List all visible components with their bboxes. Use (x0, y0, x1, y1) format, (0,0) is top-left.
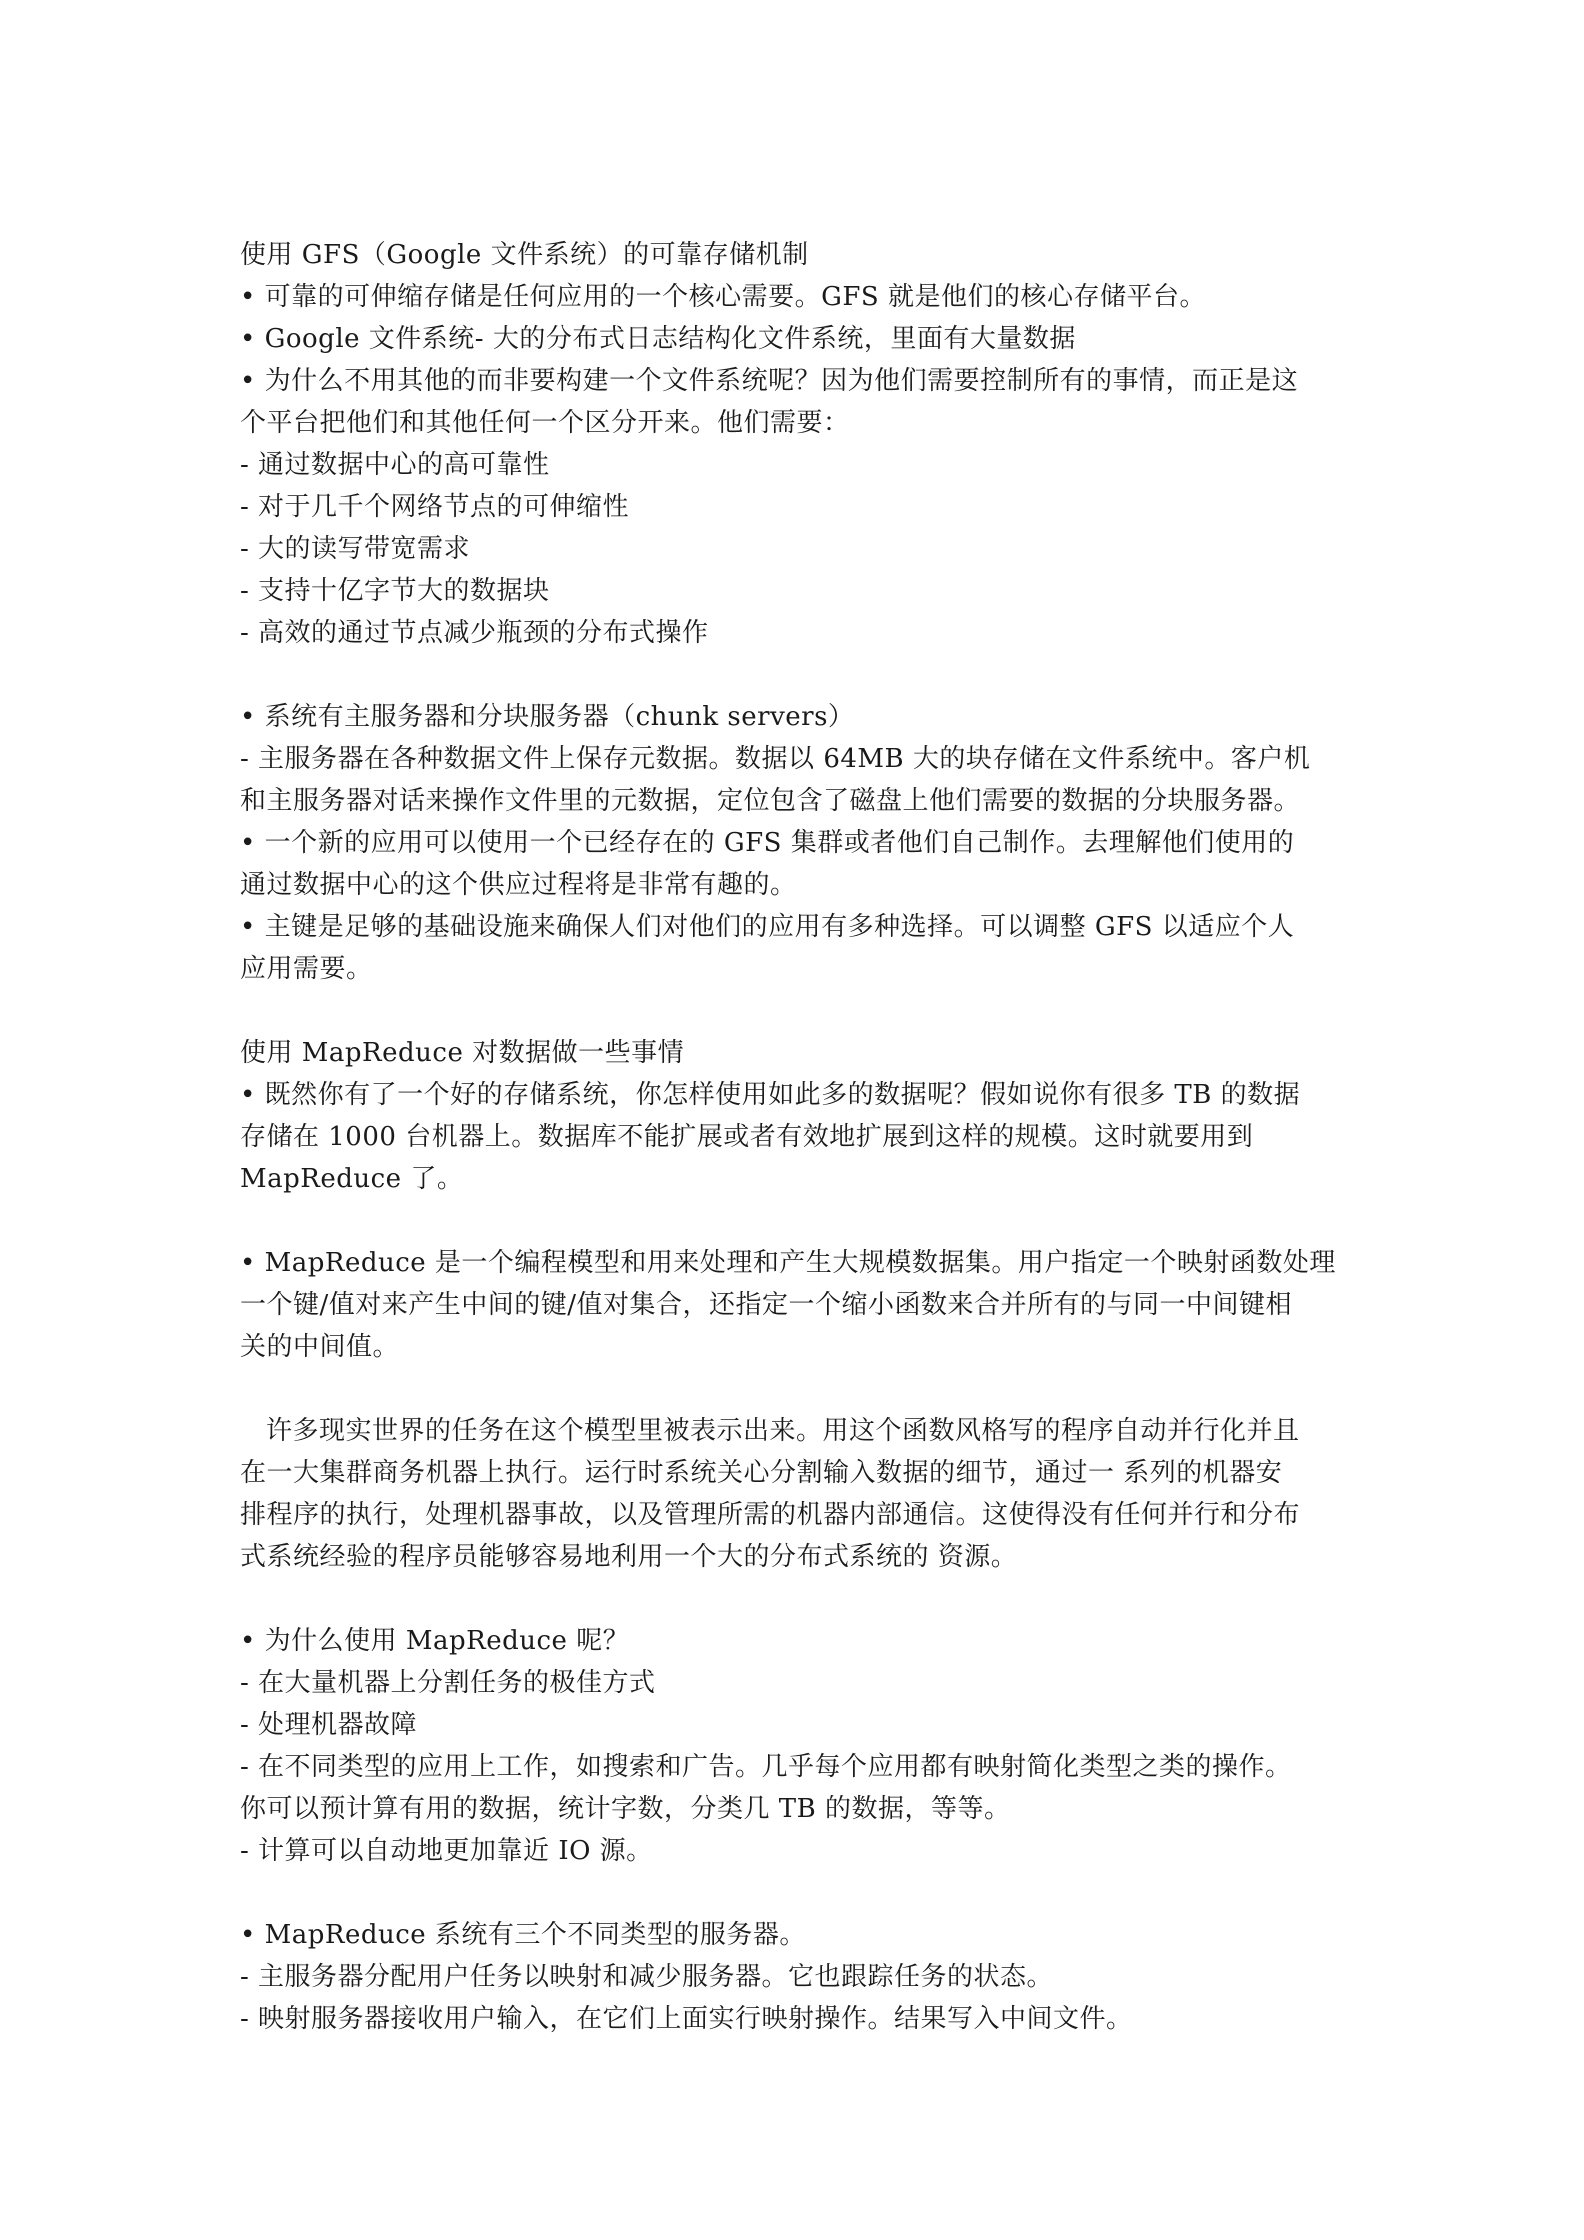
text-line: • 主键是足够的基础设施来确保人们对他们的应用有多种选择。可以调整 GFS 以适应个人 (240, 912, 1295, 942)
text-line: • 为什么不用其他的而非要构建一个文件系统呢？因为他们需要控制所有的事情，而正是这 (240, 366, 1299, 396)
text-line: 式系统经验的程序员能够容易地利用一个大的分布式系统的 资源。 (240, 1542, 1018, 1572)
text-line: - 对于几千个网络节点的可伸缩性 (240, 492, 630, 522)
paragraph-gap (240, 1368, 1360, 1410)
text-line: 通过数据中心的这个供应过程将是非常有趣的。 (240, 870, 797, 900)
text-line: - 处理机器故障 (240, 1710, 418, 1740)
text-line: - 通过数据中心的高可靠性 (240, 450, 550, 480)
text-line: 存储在 1000 台机器上。数据库不能扩展或者有效地扩展到这样的规模。这时就要用到 (240, 1122, 1254, 1152)
text-line: 许多现实世界的任务在这个模型里被表示出来。用这个函数风格写的程序自动并行化并且 (266, 1416, 1300, 1446)
text-line: 在一大集群商务机器上执行。运行时系统关心分割输入数据的细节，通过一 系列的机器安 (240, 1458, 1283, 1488)
text-line: • 可靠的可伸缩存储是任何应用的一个核心需要。GFS 就是他们的核心存储平台。 (240, 282, 1206, 312)
text-line: 和主服务器对话来操作文件里的元数据，定位包含了磁盘上他们需要的数据的分块服务器。 (240, 786, 1301, 816)
section-heading-gfs: 使用 GFS（Google 文件系统）的可靠存储机制 (240, 240, 809, 270)
text-line: - 计算可以自动地更加靠近 IO 源。 (240, 1836, 653, 1866)
text-line: • 为什么使用 MapReduce 呢？ (240, 1626, 630, 1656)
paragraph-gap (240, 1200, 1360, 1242)
paragraph-gap (240, 1872, 1360, 1914)
paragraph-gap (240, 1578, 1360, 1620)
text-line: - 映射服务器接收用户输入，在它们上面实行映射操作。结果写入中间文件。 (240, 2004, 1133, 2034)
text-line: MapReduce 了。 (240, 1164, 464, 1194)
text-line: 一个键/值对来产生中间的键/值对集合，还指定一个缩小函数来合并所有的与同一中间键相 (240, 1290, 1293, 1320)
text-line: - 在不同类型的应用上工作，如搜索和广告。几乎每个应用都有映射简化类型之类的操作。 (240, 1752, 1292, 1782)
text-line: - 大的读写带宽需求 (240, 534, 471, 564)
text-line: • 系统有主服务器和分块服务器（chunk servers） (240, 702, 855, 732)
text-line: • Google 文件系统- 大的分布式日志结构化文件系统，里面有大量数据 (240, 324, 1076, 354)
text-line: • MapReduce 是一个编程模型和用来处理和产生大规模数据集。用户指定一个映射函数处理 (240, 1248, 1336, 1278)
text-line: • 一个新的应用可以使用一个已经存在的 GFS 集群或者他们自己制作。去理解他们使用的 (240, 828, 1295, 858)
text-line: 个平台把他们和其他任何一个区分开来。他们需要： (240, 408, 850, 438)
section-heading-mapreduce: 使用 MapReduce 对数据做一些事情 (240, 1038, 685, 1068)
text-line: 关的中间值。 (240, 1332, 400, 1362)
text-line: - 支持十亿字节大的数据块 (240, 576, 550, 606)
text-line: - 主服务器分配用户任务以映射和减少服务器。它也跟踪任务的状态。 (240, 1962, 1054, 1992)
text-line: • MapReduce 系统有三个不同类型的服务器。 (240, 1920, 806, 1950)
text-line: - 高效的通过节点减少瓶颈的分布式操作 (240, 618, 709, 648)
text-line: 排程序的执行，处理机器事故，以及管理所需的机器内部通信。这使得没有任何并行和分布 (240, 1500, 1301, 1530)
paragraph-gap (240, 654, 1360, 696)
text-line: 应用需要。 (240, 954, 373, 984)
text-line: • 既然你有了一个好的存储系统，你怎样使用如此多的数据呢？假如说你有很多 TB 的数据 (240, 1080, 1301, 1110)
text-line: 你可以预计算有用的数据，统计字数，分类几 TB 的数据，等等。 (240, 1794, 1011, 1824)
text-line: - 主服务器在各种数据文件上保存元数据。数据以 64MB 大的块存储在文件系统中。客户机 (240, 744, 1311, 774)
paragraph-gap (240, 990, 1360, 1032)
text-line: - 在大量机器上分割任务的极佳方式 (240, 1668, 656, 1698)
document-body (240, 234, 1360, 2040)
